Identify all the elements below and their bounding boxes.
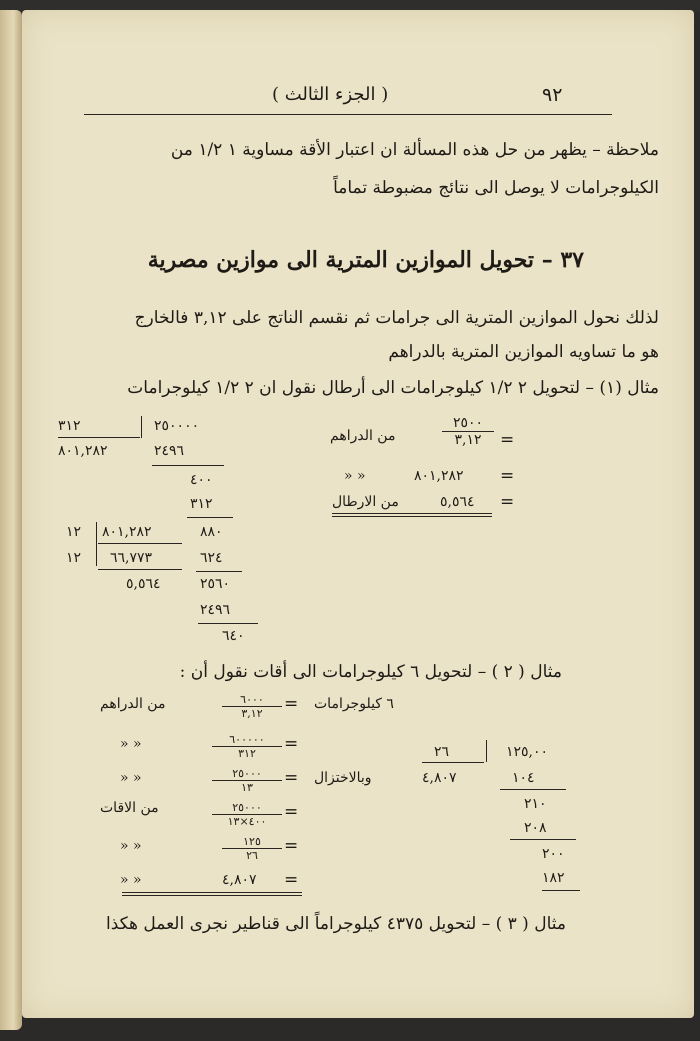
ex2-f1-num: ٦٠٠٠ bbox=[222, 693, 282, 707]
ex2-eq-sign-5: = bbox=[284, 836, 299, 856]
page-number: ٩٢ bbox=[542, 84, 563, 106]
ex2-div-rule-1 bbox=[500, 789, 566, 790]
running-header: ( الجزء الثالث ) bbox=[272, 84, 389, 105]
ex2-f2-den: ٣١٢ bbox=[238, 747, 256, 760]
div2-dividend: ٨٠١,٢٨٢ bbox=[102, 524, 152, 540]
div1-row-1: ٢٤٩٦ bbox=[154, 443, 185, 459]
ex2-f4-num: ٢٥٠٠٠ bbox=[212, 801, 282, 815]
div1-row-3: ٣١٢ bbox=[190, 496, 213, 512]
ex2-label-4: من الاقات bbox=[100, 800, 159, 816]
ex2-f2-num: ٦٠٠٠٠٠ bbox=[212, 733, 282, 747]
eq1-sign: = bbox=[500, 430, 515, 450]
ex2-div-row-4: ٢٠٠ bbox=[542, 846, 565, 862]
div1-row-4: ٨٨٠ bbox=[200, 524, 223, 540]
div1-row-7: ٢٤٩٦ bbox=[200, 602, 231, 618]
ex2-label-1: من الدراهم bbox=[100, 696, 166, 712]
ex2-f1-den: ٣,١٢ bbox=[241, 707, 263, 720]
eq1-denominator: ٣,١٢ bbox=[454, 432, 482, 448]
eq1-numerator: ٢٥٠٠ bbox=[442, 415, 494, 432]
div1-rule-2 bbox=[187, 517, 233, 518]
ex2-eq-sign-6: = bbox=[284, 870, 299, 890]
eq3-sign: = bbox=[500, 492, 515, 512]
div1-rule-1 bbox=[152, 465, 224, 466]
ex2-div-row-2: ٢١٠ bbox=[524, 796, 547, 812]
ex2-fraction-1 bbox=[222, 693, 282, 720]
div2-sub: ٦٦,٧٧٣ bbox=[110, 550, 153, 566]
div1-quotient: ٨٠١,٢٨٢ bbox=[58, 443, 108, 459]
ex2-f3-den: ١٣ bbox=[241, 781, 253, 794]
eq2-value: ٨٠١,٢٨٢ bbox=[414, 468, 464, 484]
ex2-div-quotient: ٤,٨٠٧ bbox=[422, 770, 457, 786]
example1-heading: مثال (١) – لتحويل ٢ ١/٢ كيلوجرامات الى أرطال نقول ان ٢ ١/٢ كيلوجرامات bbox=[127, 378, 659, 398]
ex2-fraction-2 bbox=[212, 733, 282, 760]
ex2-fraction-4 bbox=[212, 801, 282, 828]
div1-divisor-rule bbox=[58, 437, 140, 438]
ex2-f4-den: ٤٠٠×١٣ bbox=[227, 815, 267, 828]
book-page bbox=[22, 10, 694, 1018]
ex2-final-value: ٤,٨٠٧ bbox=[222, 872, 257, 888]
div2-rule bbox=[98, 543, 182, 544]
ex2-div-dividend: ١٢٥,٠٠ bbox=[506, 744, 549, 760]
ex2-label-6: » » bbox=[120, 872, 142, 888]
ex2-div-rule-2 bbox=[510, 839, 576, 840]
div1-dividend: ٢٥٠٠٠٠ bbox=[154, 418, 200, 434]
eq1-fraction bbox=[442, 415, 494, 448]
ex2-div-divisor: ٢٦ bbox=[434, 744, 450, 760]
ex2-label-2: » » bbox=[120, 736, 142, 752]
ex2-div-row-1: ١٠٤ bbox=[512, 770, 535, 786]
div2-divisor-2: ١٢ bbox=[66, 550, 82, 566]
div2-rule-2 bbox=[98, 569, 182, 570]
div1-row-2: ٤٠٠ bbox=[190, 472, 213, 488]
ex2-div-row-3: ٢٠٨ bbox=[524, 820, 547, 836]
ex2-lhs: ٦ كيلوجرامات bbox=[314, 696, 394, 712]
eq2-label: » » bbox=[344, 468, 366, 484]
intro-line-1: لذلك نحول الموازين المترية الى جرامات ثم نقسم الناتج على ٣,١٢ فالخارج bbox=[134, 308, 659, 328]
ex2-f5-den: ٢٦ bbox=[246, 849, 258, 862]
ex2-fraction-5 bbox=[222, 835, 282, 862]
div2-bracket bbox=[96, 522, 97, 566]
intro-line-2: هو ما تساويه الموازين المترية بالدراهم bbox=[388, 342, 659, 362]
ex2-div-divisor-rule bbox=[422, 762, 484, 763]
ex2-f3-num: ٢٥٠٠٠ bbox=[212, 767, 282, 781]
ex2-div-bracket bbox=[486, 740, 487, 762]
ex2-reduction-label: وبالاختزال bbox=[314, 770, 372, 786]
eq3-double-rule bbox=[332, 513, 492, 517]
div1-rule-4 bbox=[198, 623, 258, 624]
eq3-label: من الارطال bbox=[332, 494, 399, 510]
ex2-eq-sign-3: = bbox=[284, 768, 299, 788]
header-rule bbox=[84, 114, 612, 115]
note-line-2: الكيلوجرامات لا يوصل الى نتائج مضبوطة تماماً bbox=[333, 178, 659, 198]
ex2-eq-sign-1: = bbox=[284, 694, 299, 714]
ex2-f5-num: ١٢٥ bbox=[222, 835, 282, 849]
facing-page-edge bbox=[0, 10, 22, 1030]
div2-result: ٥,٥٦٤ bbox=[126, 576, 161, 592]
eq3-value: ٥,٥٦٤ bbox=[440, 494, 475, 510]
ex2-fraction-3 bbox=[212, 767, 282, 794]
ex2-label-5: » » bbox=[120, 838, 142, 854]
div1-row-8: ٦٤٠ bbox=[222, 628, 245, 644]
ex2-eq-sign-4: = bbox=[284, 802, 299, 822]
example2-heading: مثال ( ٢ ) – لتحويل ٦ كيلوجرامات الى أقات نقول أن : bbox=[179, 662, 562, 682]
div2-divisor: ١٢ bbox=[66, 524, 82, 540]
div1-bracket bbox=[141, 416, 142, 438]
div1-rule-3 bbox=[196, 571, 242, 572]
eq2-sign: = bbox=[500, 466, 515, 486]
ex2-label-3: » » bbox=[120, 770, 142, 786]
eq1-label: من الدراهم bbox=[330, 428, 396, 444]
section-title: ٣٧ – تحويل الموازين المترية الى موازين مصرية bbox=[147, 247, 584, 273]
example3-heading: مثال ( ٣ ) – لتحويل ٤٣٧٥ كيلوجراماً الى قناطير نجرى العمل هكذا bbox=[105, 914, 566, 934]
ex2-div-rule-3 bbox=[542, 890, 580, 891]
div1-row-5: ٦٢٤ bbox=[200, 550, 223, 566]
ex2-eq-sign-2: = bbox=[284, 734, 299, 754]
ex2-div-row-5: ١٨٢ bbox=[542, 870, 565, 886]
ex2-double-rule bbox=[122, 892, 302, 896]
div1-divisor: ٣١٢ bbox=[58, 418, 81, 434]
note-line-1: ملاحظة – يظهر من حل هذه المسألة ان اعتبار الأقة مساوية ١ ١/٢ من bbox=[170, 140, 659, 160]
div1-row-6: ٢٥٦٠ bbox=[200, 576, 231, 592]
